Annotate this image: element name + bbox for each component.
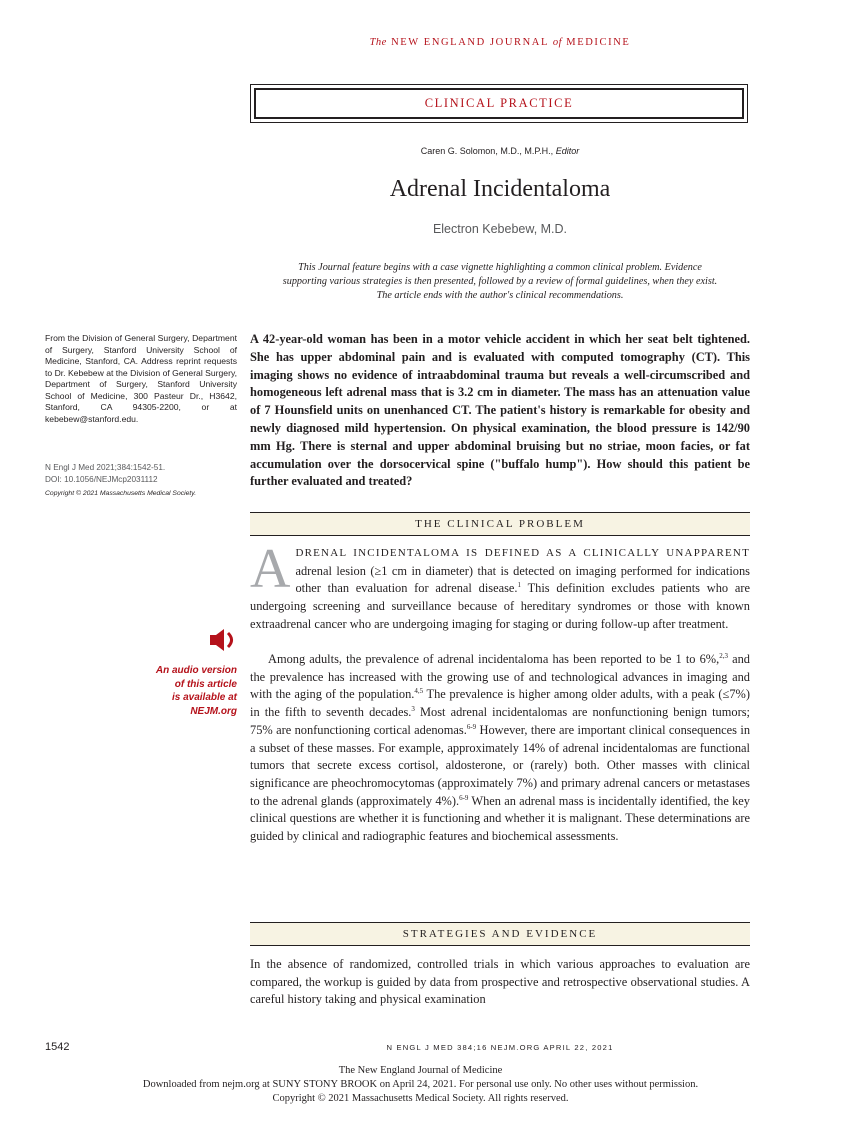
paragraph-text: When an adrenal mass is incidentally identified, the key clinical questions are whether it is functioning and whether it is malignant. These determinations are guided by clinical and radiographic features and biochemical assessments. xyxy=(250,793,750,844)
speaker-icon[interactable] xyxy=(208,627,238,653)
feature-intro-line: This Journal feature begins with a case vignette highlighting a common clinical problem. Evidence xyxy=(298,262,702,273)
journal-header xyxy=(250,37,750,48)
audio-note-line: of this article xyxy=(174,678,237,690)
paragraph-text: Among adults, the prevalence of adrenal incidentaloma has been reported to be 1 to 6%, xyxy=(268,652,720,666)
reference-marker[interactable]: 2,3 xyxy=(719,651,728,660)
article-author: Electron Kebebew, M.D. xyxy=(432,222,568,236)
author-affiliation: From the Division of General Surgery, Department of Surgery, Stanford University School of Medicine, Stanford, CA. Address reprint requests to Dr. Kebebew at the Division of General Surgery, Department of Surgery, Stanford University School of Medicine, 300 Pasteur Dr., H3642, Stanford, CA 94305-2200, or at kebebew@stanford.edu. xyxy=(45,333,237,424)
audio-version-link[interactable] xyxy=(140,664,237,718)
paragraph-text: However, there are important clinical consequences in a subset of these masses. For example, approximately 14% of adrenal incidentalomas are functional tumors that secrete excess cortisol, aldosterone, or (rarely) both. Other masses with clinical significance are pheochromocytomas (approximately 7%) and primary adrenal cancers or metastases to the adrenal glands (approximately 4%). xyxy=(250,722,751,808)
paragraph-text: adrenal lesion (≥1 cm in diameter) that is detected on imaging performed for indications other than evaluation for adrenal disease. xyxy=(295,563,750,596)
editor-role: Editor xyxy=(555,146,580,156)
footer-citation: N ENGL J MED 384;16 NEJM.ORG APRIL 22, 2021 xyxy=(386,1043,614,1052)
paragraph-text: The prevalence is higher among older adults, with a peak (≤7%) in the fifth to seventh decades. xyxy=(250,687,750,720)
citation-line: N Engl J Med 2021;384:1542-51. xyxy=(45,463,166,472)
article-title: Adrenal Incidentaloma xyxy=(389,176,611,202)
paragraph-lead: DRENAL INCIDENTALOMA IS DEFINED AS A CLINICALLY UNAPPARENT xyxy=(295,547,750,559)
reference-marker[interactable]: 1 xyxy=(517,581,522,590)
section-heading-clinical-problem: THE CLINICAL PROBLEM xyxy=(250,512,750,536)
reference-marker[interactable]: 6-9 xyxy=(466,722,477,731)
reference-marker[interactable]: 6-9 xyxy=(459,793,469,802)
article-citation xyxy=(45,462,237,485)
section-heading-strategies: STRATEGIES AND EVIDENCE xyxy=(250,922,750,946)
download-notice-title: The New England Journal of Medicine xyxy=(338,1065,503,1076)
doi-link[interactable]: DOI: 10.1056/NEJMcp2031112 xyxy=(45,474,158,484)
editor-name: Caren G. Solomon, M.D., M.P.H., xyxy=(420,146,554,156)
page-number: 1542 xyxy=(45,1041,70,1053)
journal-header-main: NEW ENGLAND JOURNAL xyxy=(391,37,549,48)
reference-marker[interactable]: 3 xyxy=(411,704,415,713)
paragraph-text: and the prevalence has increased with the growing use of and technological advances in imaging and with the aging of the population. xyxy=(250,652,750,702)
paragraph-text: Most adrenal incidentalomas are nonfunctioning benign tumors; 75% are nonfunctioning cortical adenomas. xyxy=(250,705,750,737)
feature-intro-line: The article ends with the author's clinical recommendations. xyxy=(376,290,624,301)
audio-note-line: An audio version xyxy=(155,665,237,676)
journal-header-the: The xyxy=(369,37,387,48)
drop-cap: A xyxy=(250,538,291,600)
editor-line xyxy=(250,146,750,156)
audio-note-line: is available at xyxy=(171,692,237,703)
paragraph-prevalence xyxy=(250,651,750,846)
section-label: CLINICAL PRACTICE xyxy=(254,88,744,119)
reference-marker[interactable]: 4,5 xyxy=(414,687,424,696)
paragraph-strategies: In the absence of randomized, controlled trials in which various approaches to evaluation are compared, the workup is guided by data from prospective and retrospective observational studies. A careful history taking and physical examination xyxy=(250,957,750,1007)
section-label-box xyxy=(250,84,748,123)
download-copyright: Copyright © 2021 Massachusetts Medical Society. All rights reserved. xyxy=(272,1093,569,1104)
feature-intro-line: supporting various strategies is then presented, followed by a review of formal guidelines, when they exist. xyxy=(282,276,718,287)
paragraph-text: This definition excludes patients who are undergoing screening and surveillance because of hereditary syndromes or those with known extraadrenal cancer who are undergoing imaging for staging or during follow-up after treatment. xyxy=(250,581,751,631)
feature-intro xyxy=(250,261,750,303)
case-vignette: A 42-year-old woman has been in a motor vehicle accident in which her seat belt tightened. She has upper abdominal pain and is evaluated with computed tomography (CT). This imaging shows no evidence of intraabdominal trauma but reveals a well-circumscribed and homogeneous left adrenal mass that is 3.2 cm in diameter. The mass has an attenuation value of 7 Hounsfield units on unenhanced CT. The patient's history is remarkable for obesity and newly diagnosed mild hypertension. On physical examination, the blood pressure is 142/90 mm Hg. There is sternal and upper abdominal bruising but no striae, moon facies, or fat accumulation over the dorsocervical spine ("buffalo hump"). How should this patient be further evaluated and treated? xyxy=(250,332,750,489)
download-notice: Downloaded from nejm.org at SUNY STONY BROOK on April 24, 2021. For personal use only. No other uses without permission. xyxy=(142,1079,699,1090)
journal-header-medicine: MEDICINE xyxy=(566,37,631,48)
paragraph-definition xyxy=(250,538,751,634)
sidebar-copyright: Copyright © 2021 Massachusetts Medical Society. xyxy=(45,490,197,497)
journal-header-of: of xyxy=(552,37,563,48)
audio-note-line: NEJM.org xyxy=(190,705,237,717)
